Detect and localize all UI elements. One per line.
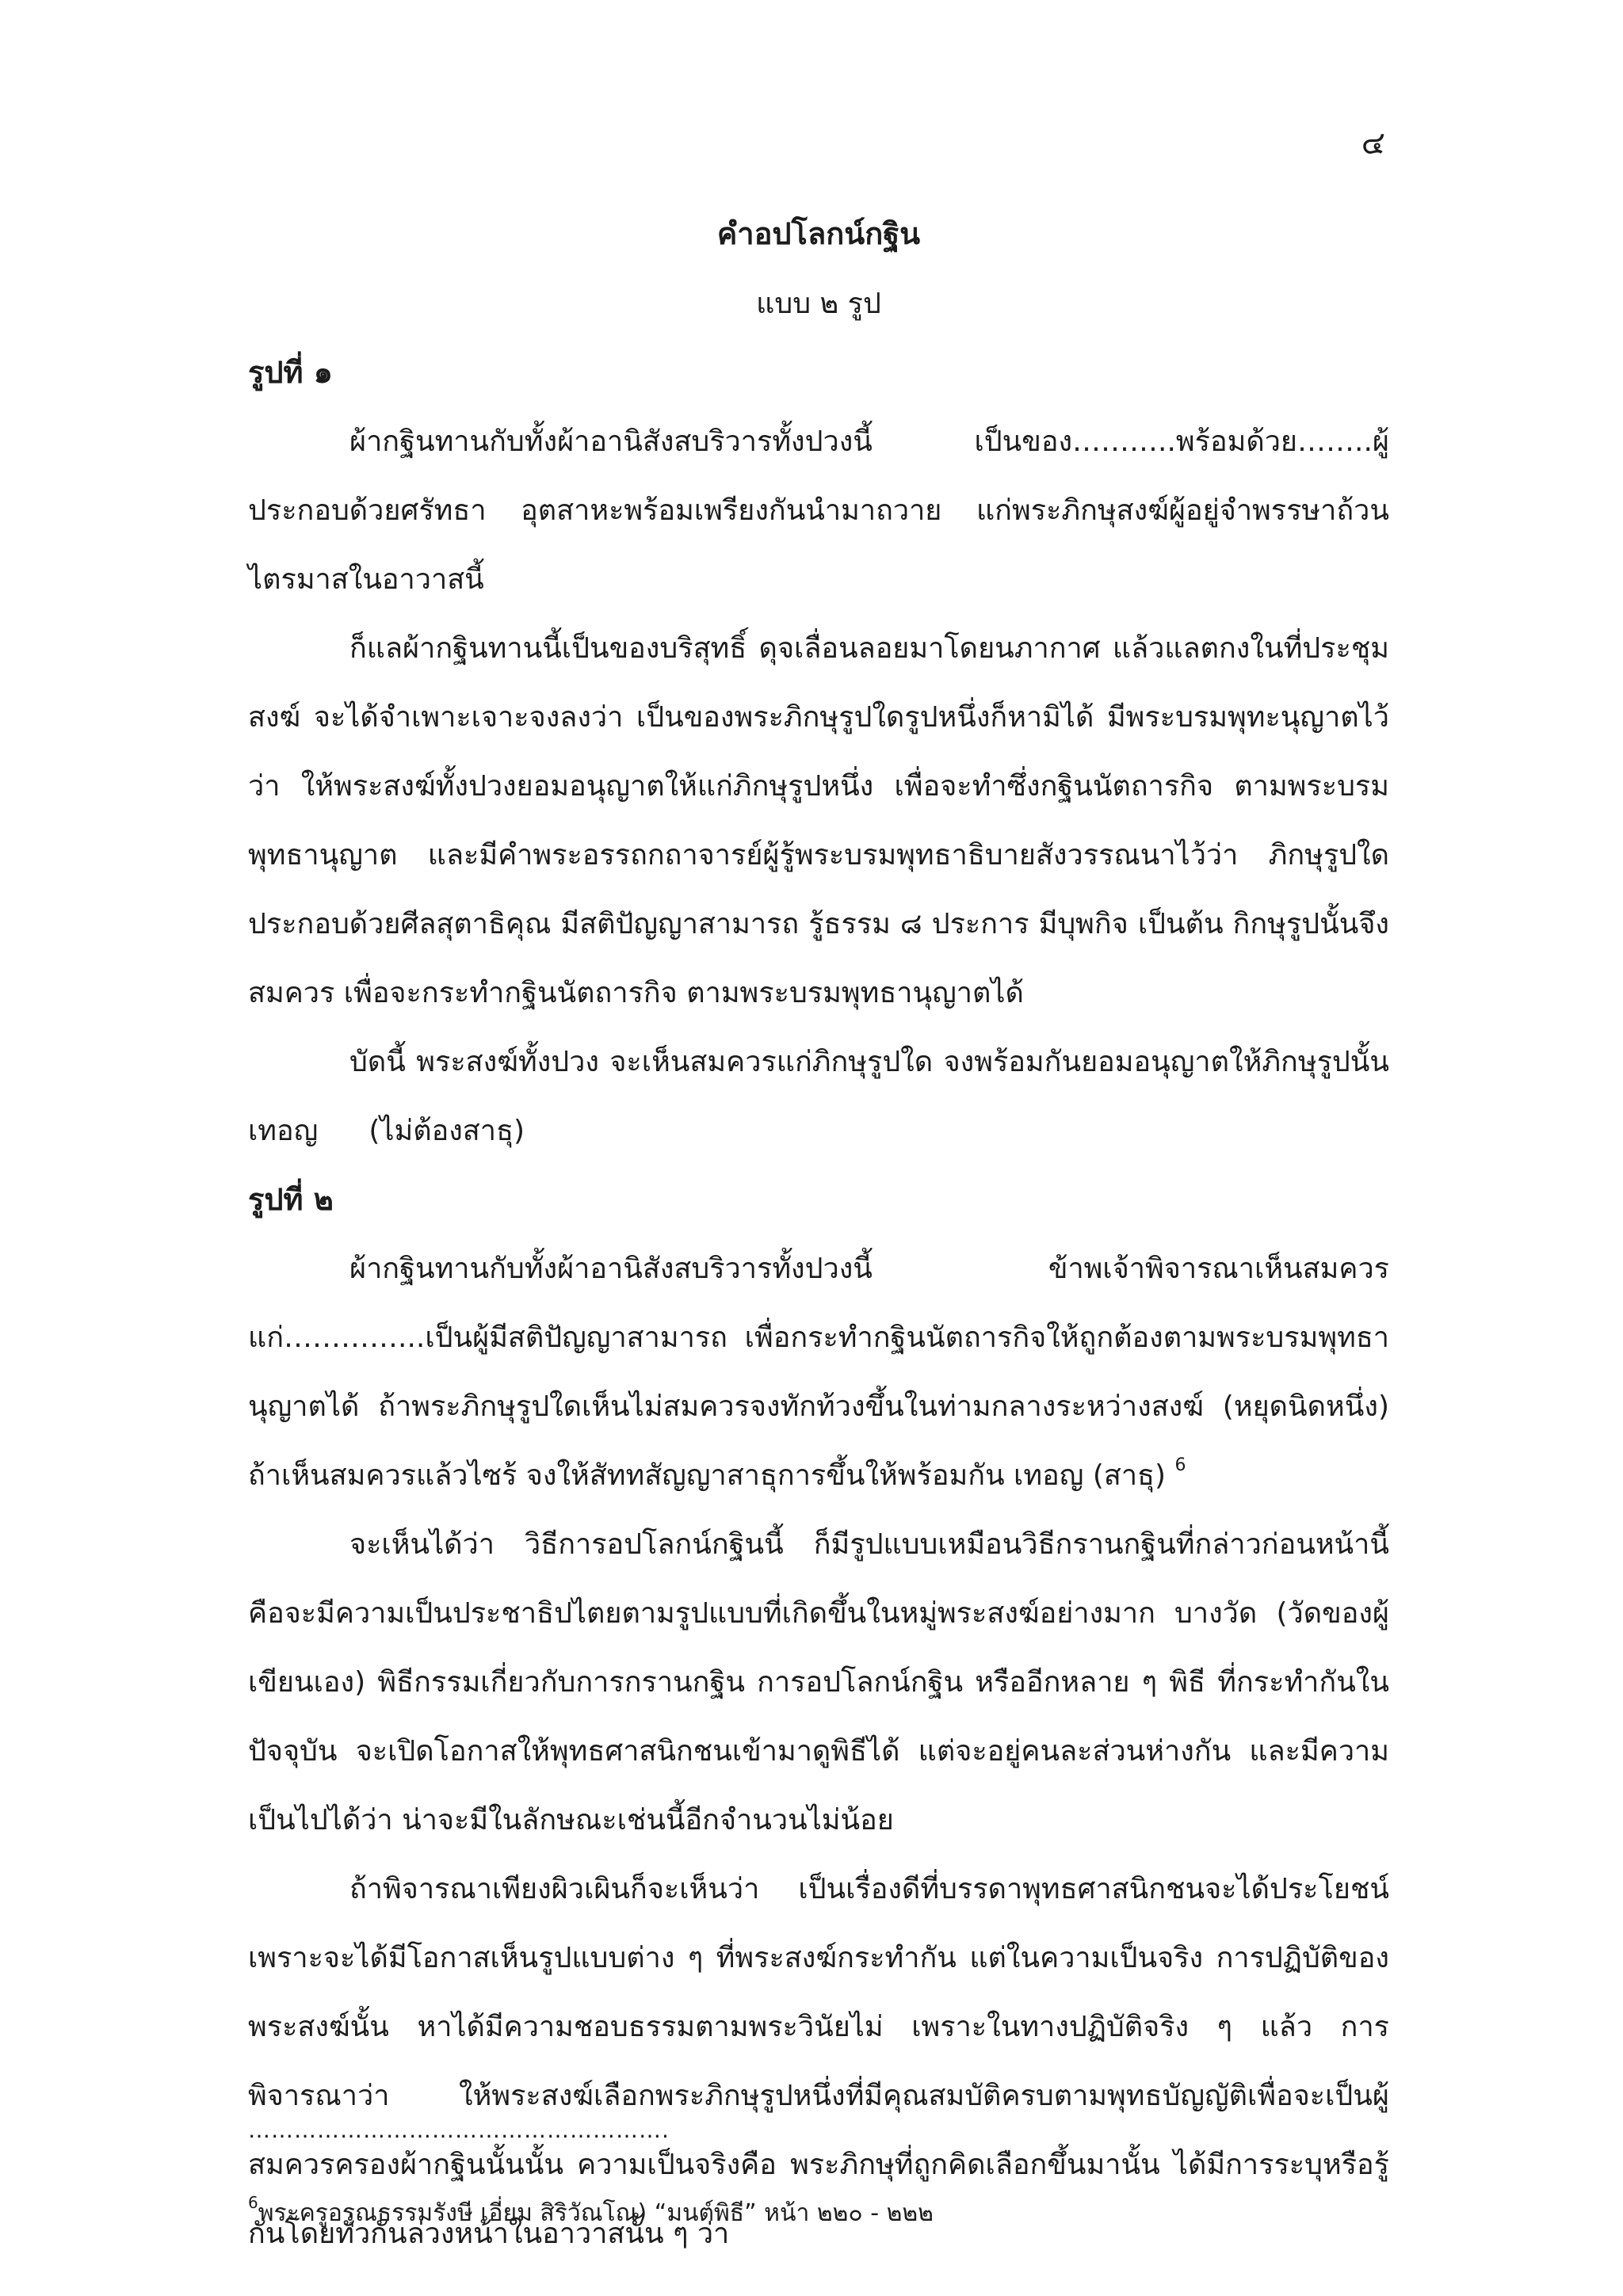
section-heading-2: รูปที่ ๒ (248, 1182, 334, 1217)
footnote-number: 6 (248, 2193, 258, 2212)
document-body (248, 198, 1389, 2268)
section1-paragraph-1: ผ้ากฐินทานกับทั้งผ้าอานิสังสบริวารทั้งปวงนี้ เป็นของ………..พร้อมด้วย……..ผู้ประกอบด้วยศรัทธา อุตสาหะพร้อมเพรียงกันนำมาถวาย แก่พระภิกษุสงฆ์ผู้อยู่จำพรรษาถ้วนไตรมาสในอาวาสนี้ (248, 425, 1389, 596)
footnote (248, 2195, 934, 2232)
section1-paragraph-2: ก็แลผ้ากฐินทานนี้เป็นของบริสุทธิ์ ดุจเลื่อนลอยมาโดยนภากาศ แล้วแลตกงในที่ประชุมสงฆ์ จะได้จำเพาะเจาะจงลงว่า เป็นของพระภิกษุรูปใดรูปหนึ่งก็หามิได้ มีพระบรมพุทะนุญาตไว้ว่า ให้พระสงฆ์ทั้งปวงยอมอนุญาตให้แก่ภิกษุรูปหนึ่ง เพื่อจะทำซึ่งกฐินนัตถารกิจ ตามพระบรมพุทธานุญาต และมีคำพระอรรถกถาจารย์ผู้รู้พระบรมพุทธาธิบายสังวรรณนาไว้ว่า ภิกษุรูปใดประกอบด้วยศีลสุตาธิคุณ มีสติปัญญาสามารถ รู้ธรรม ๘ ประการ มีบุพกิจ เป็นต้น กิกษุรูปนั้นจึงสมควร เพื่อจะกระทำกฐินนัตถารกิจ ตามพระบรมพุทธานุญาตได้ (248, 632, 1389, 1009)
section-heading-1: รูปที่ ๑ (248, 355, 333, 390)
section1-paragraph-3-note: (ไม่ต้องสาธุ) (369, 1115, 525, 1147)
section1-paragraph-3-text: บัดนี้ พระสงฆ์ทั้งปวง จะเห็นสมควรแก่ภิกษุรูปใด จงพร้อมกันยอมอนุญาตให้ภิกษุรูปนั้น เทอญ (248, 1046, 1389, 1147)
section1-paragraph-3 (248, 1028, 1389, 1165)
section2-paragraph-1-text: ผ้ากฐินทานกับทั้งผ้าอานิสังสบริวารทั้งปวงนี้ ข้าพเจ้าพิจารณาเห็นสมควรแก่…………...เป็นผู้มีสติปัญญาสามารถ เพื่อกระทำกฐินนัตถารกิจให้ถูกต้องตามพระบรมพุทธานุญาตได้ ถ้าพระภิกษุรูปใดเห็นไม่สมควรจงทักท้วงขึ้นในท่ามกลางระหว่างสงฆ์ (หยุดนิดหนึ่ง) ถ้าเห็นสมควรแล้วไซร้ จงให้สัททสัญญาสาธุการขึ้นให้พร้อมกัน เทอญ (สาธุ) (248, 1253, 1389, 1492)
document-subtitle: แบบ ๒ รูป (756, 288, 881, 320)
footnote-separator: ………………………………………………. (248, 2117, 670, 2143)
discussion-paragraph-2: ถ้าพิจารณาเพียงผิวเผินก็จะเห็นว่า เป็นเรื่องดีที่บรรดาพุทธศาสนิกชนจะได้ประโยชน์ เพราะจะได้มีโอกาสเห็นรูปแบบต่าง ๆ ที่พระสงฆ์กระทำกัน แต่ในความเป็นจริง การปฏิบัติของพระสงฆ์นั้น หาได้มีความชอบธรรมตามพระวินัยไม่ เพราะในทางปฏิบัติจริง ๆ แล้ว การพิจารณาว่า ให้พระสงฆ์เลือกพระภิกษุรูปหนึ่งที่มีคุณสมบัติครบตามพุทธบัญญัติเพื่อจะเป็นผู้สมควรครองผ้ากฐินนั้นนั้น ความเป็นจริงคือ พระภิกษุที่ถูกคิดเลือกขึ้นมานั้น ได้มีการระบุหรือรู้กันโดยทั่วกันล่วงหน้าในอาวาสนั้น ๆ ว่า (248, 1873, 1389, 2250)
footnote-text: พระครูอรุณธรรมรังษี เอี่ยม สิริวัณโณ) “มนต์พิธี” หน้า ๒๒๐ - ๒๒๒ (258, 2199, 934, 2227)
discussion-paragraph-1: จะเห็นได้ว่า วิธีการอปโลกน์กฐินนี้ ก็มีรูปแบบเหมือนวิธีกรานกฐินที่กล่าวก่อนหน้านี้ คือจะมีความเป็นประชาธิปไตยตามรูปแบบที่เกิดขึ้นในหมู่พระสงฆ์อย่างมาก บางวัด (วัดของผู้เขียนเอง) พิธีกรรมเกี่ยวกับการกรานกฐิน การอปโลกน์กฐิน หรืออีกหลาย ๆ พิธี ที่กระทำกันในปัจจุบัน จะเปิดโอกาสให้พุทธศาสนิกชนเข้ามาดูพิธีได้ แต่จะอยู่คนละส่วนห่างกัน และมีความเป็นไปได้ว่า น่าจะมีในลักษณะเช่นนี้อีกจำนวนไม่น้อย (248, 1528, 1389, 1836)
document-title: คำอปโลกน์กฐิน (716, 216, 921, 251)
footnote-reference: 6 (1174, 1455, 1186, 1475)
section2-paragraph-1 (248, 1234, 1389, 1510)
page-number: ๔ (1361, 125, 1385, 162)
